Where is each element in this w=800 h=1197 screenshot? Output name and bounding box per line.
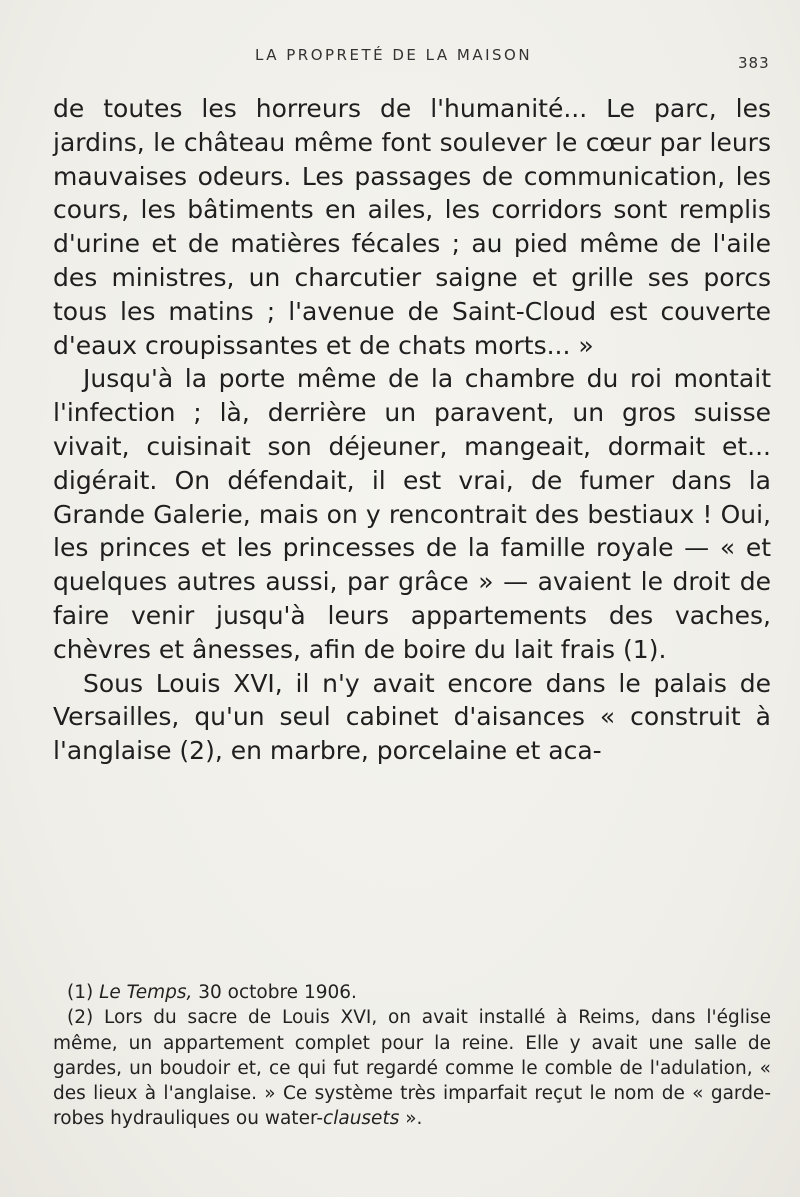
paragraph-1: de toutes les horreurs de l'humanité... Le parc, les jardins, le château même font soulever le cœur par leurs mauvaises odeurs. Les passages de communication, les cours, les bâtiments en ailes, les corridors sont remplis d'urine et de matières fécales ; au pied même de l'aile des ministres, un charcutier saigne et grille ses porcs tous les matins ; l'avenue de Saint-Cloud est couverte d'eaux croupissantes et de chats morts... »	[53, 94, 771, 360]
footnote-1-number: (1)	[67, 982, 94, 1003]
footnote-2	[53, 1005, 771, 1131]
page-number: 383	[738, 54, 770, 72]
running-title: LA PROPRETÉ DE LA MAISON	[255, 46, 533, 64]
paragraph-3: Sous Louis XVI, il n'y avait encore dans le palais de Versailles, qu'un seul cabinet d'aisances « construit à l'anglaise (2), en marbre, porcelaine et aca-	[53, 668, 771, 766]
footnote-1-date: 30 octobre 1906.	[198, 982, 357, 1003]
body-text	[53, 92, 771, 768]
footnote-2-tail-italic: clausets	[323, 1108, 400, 1130]
page-header	[0, 46, 800, 76]
footnote-1	[53, 980, 771, 1005]
footnote-2-tail-plain: water-	[264, 1108, 324, 1130]
paragraph-2: Jusqu'à la porte même de la chambre du roi montait l'infection ; là, derrière un paravent, un gros suisse vivait, cuisinait son déjeuner, mangeait, dormait et... digérait. On défendait, il est vrai, de fumer dans la Grande Galerie, mais on y rencontrait des bestiaux ! Oui, les princes et les princesses de la famille royale — « et quelques autres aussi, par grâce » — avaient le droit de faire venir jusqu'à leurs appartements des vaches, chèvres et ânesses, afin de boire du lait frais (1).	[53, 364, 771, 664]
footnote-1-source: Le Temps,	[99, 982, 193, 1003]
footnotes	[53, 980, 771, 1132]
footnote-2-text: (2) Lors du sacre de Louis XVI, on avait installé à Reims, dans l'église même, un appartement complet pour la reine. Elle y avait une salle de gardes, un boudoir et, ce qui fut regardé comme le comble de l'adulation, « des lieux à l'anglaise. » Ce système très imparfait reçut le nom de « garde-robes hydrauliques ou	[53, 1007, 771, 1130]
footnote-2-tail-end: ».	[399, 1108, 423, 1130]
